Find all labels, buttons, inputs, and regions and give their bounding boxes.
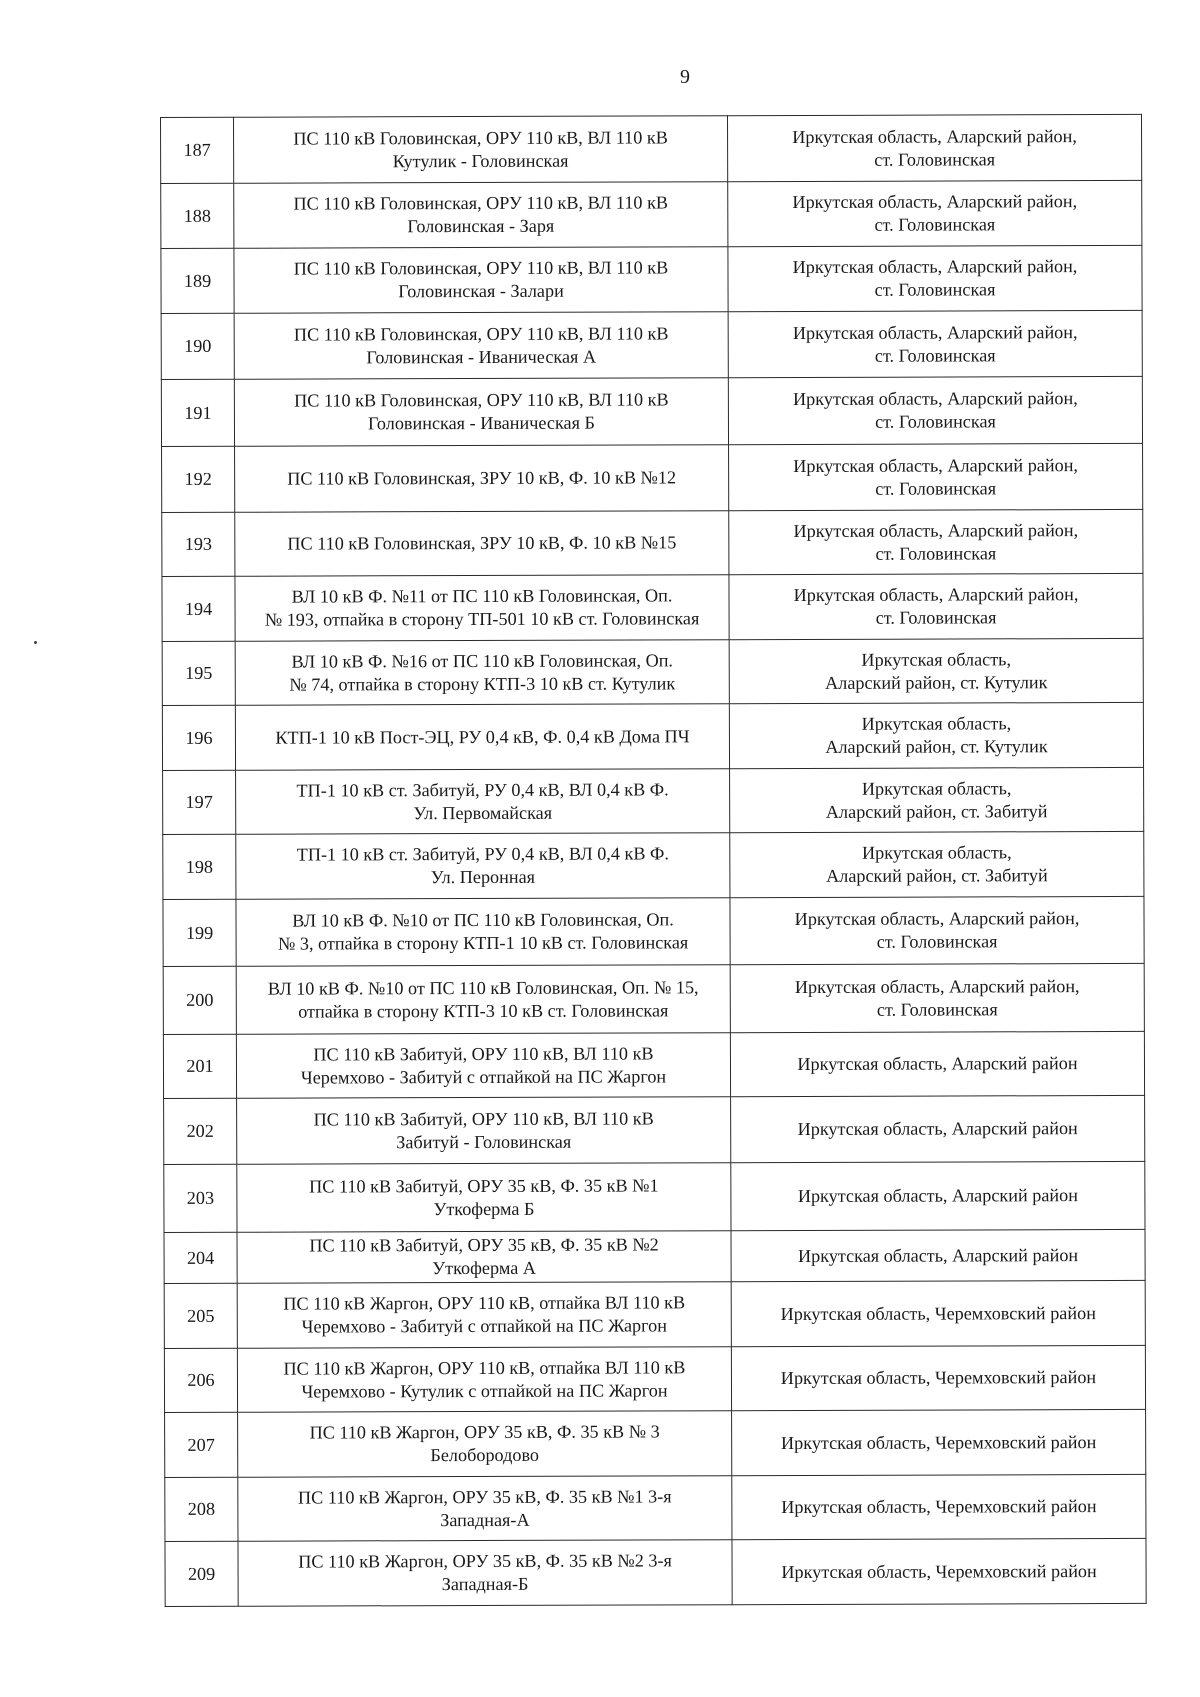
table-row (163, 767, 1144, 834)
row-number: 190 (161, 313, 234, 379)
table-row (165, 1409, 1146, 1477)
object-name: ПС 110 кВ Головинская, ОРУ 110 кВ, ВЛ 110 кВ Головинская - Заря (234, 182, 728, 249)
object-name: ПС 110 кВ Головинская, ЗРУ 10 кВ, Ф. 10 кВ №12 (235, 445, 729, 513)
object-location: Иркутская область, Аларский район (731, 1161, 1145, 1230)
row-number: 193 (162, 512, 235, 576)
object-location: Иркутская область, Аларский район, ст. Головинская (729, 573, 1143, 639)
object-location: Иркутская область, Аларский район, ст. Головинская (730, 963, 1144, 1032)
object-name: ПС 110 кВ Забитуй, ОРУ 110 кВ, ВЛ 110 кВ Забитуй - Головинская (237, 1097, 731, 1165)
table-row (161, 245, 1142, 313)
table-row (164, 1280, 1145, 1348)
object-location: Иркутская область, Аларский район, ст. Кутулик (729, 638, 1143, 703)
object-name: ПС 110 кВ Забитуй, ОРУ 35 кВ, Ф. 35 кВ №1 Уткоферма Б (237, 1163, 731, 1233)
row-number: 191 (161, 379, 234, 446)
table-row (165, 1538, 1146, 1606)
page-number: 9 (680, 66, 690, 88)
row-number: 194 (162, 576, 235, 641)
object-name: ПС 110 кВ Забитуй, ОРУ 35 кВ, Ф. 35 кВ №2 Уткоферма А (237, 1231, 731, 1284)
table-row (164, 1095, 1145, 1164)
table-row (162, 573, 1143, 641)
row-number: 200 (163, 966, 236, 1034)
row-number: 199 (163, 899, 236, 966)
object-location: Иркутская область, Аларский район, ст. Головинская (728, 310, 1142, 377)
row-number: 189 (161, 248, 234, 313)
row-number: 208 (165, 1477, 238, 1541)
table-row (163, 963, 1144, 1034)
object-name: ВЛ 10 кВ Ф. №10 от ПС 110 кВ Головинская, Оп. № 3, отпайка в сторону КТП-1 10 кВ ст. Головинская (236, 898, 730, 967)
row-number: 192 (162, 446, 235, 512)
table-row (162, 509, 1143, 576)
object-location: Иркутская область, Аларский район, ст. Головинская (728, 376, 1142, 444)
row-number: 195 (162, 641, 235, 705)
object-location: Иркутская область, Черемховский район (732, 1538, 1146, 1604)
table-row (163, 831, 1144, 899)
row-number: 206 (164, 1348, 237, 1412)
row-number: 207 (165, 1412, 238, 1477)
row-number: 204 (164, 1232, 237, 1283)
object-location: Иркутская область, Аларский район (731, 1095, 1145, 1162)
row-number: 201 (163, 1034, 236, 1098)
object-location: Иркутская область, Черемховский район (731, 1280, 1145, 1346)
object-name: ВЛ 10 кВ Ф. №16 от ПС 110 кВ Головинская, Оп. № 74, отпайка в сторону КТП-3 10 кВ ст. Кутулик (235, 640, 729, 706)
object-name: ПС 110 кВ Головинская, ОРУ 110 кВ, ВЛ 110 кВ Головинская - Иваническая Б (234, 378, 728, 447)
object-location: Иркутская область, Аларский район (730, 1031, 1144, 1096)
object-name: ТП-1 10 кВ ст. Забитуй, РУ 0,4 кВ, ВЛ 0,4 кВ Ф. Ул. Перонная (236, 833, 730, 900)
object-name: ВЛ 10 кВ Ф. №11 от ПС 110 кВ Головинская, Оп. № 193, отпайка в сторону ТП-501 10 кВ ст. Головинская (235, 575, 729, 642)
object-name: ПС 110 кВ Жаргон, ОРУ 35 кВ, Ф. 35 кВ №2 3-я Западная-Б (238, 1540, 732, 1607)
object-name: ПС 110 кВ Головинская, ОРУ 110 кВ, ВЛ 110 кВ Кутулик - Головинская (234, 116, 728, 184)
object-location: Иркутская область, Черемховский район (732, 1409, 1146, 1475)
object-location: Иркутская область, Аларский район (731, 1229, 1145, 1281)
object-location: Иркутская область, Аларский район, ст. Забитуй (730, 767, 1144, 832)
table-row (162, 443, 1143, 512)
row-number: 202 (164, 1098, 237, 1164)
object-location: Иркутская область, Аларский район, ст. Головинская (730, 896, 1144, 964)
row-number: 203 (164, 1164, 237, 1232)
object-location: Иркутская область, Аларский район, ст. Головинская (728, 245, 1142, 311)
table-row (163, 1031, 1144, 1098)
row-number: 196 (162, 705, 235, 770)
object-location: Иркутская область, Аларский район, ст. Головинская (729, 443, 1143, 510)
table-row (162, 638, 1143, 705)
object-name: ПС 110 кВ Головинская, ЗРУ 10 кВ, Ф. 10 кВ №15 (235, 511, 729, 577)
object-name: ВЛ 10 кВ Ф. №10 от ПС 110 кВ Головинская, Оп. № 15, отпайка в сторону КТП-3 10 кВ ст. Головинская (236, 965, 730, 1035)
object-location: Иркутская область, Черемховский район (731, 1345, 1145, 1410)
object-location: Иркутская область, Аларский район, ст. Кутулик (729, 702, 1143, 768)
registry-table-body (161, 114, 1147, 1606)
object-location: Иркутская область, Аларский район, ст. Головинская (728, 180, 1142, 246)
table-row (161, 114, 1142, 183)
object-location: Иркутская область, Аларский район, ст. Головинская (727, 114, 1141, 181)
table-row (164, 1161, 1145, 1232)
object-name: ПС 110 кВ Жаргон, ОРУ 110 кВ, отпайка ВЛ 110 кВ Черемхово - Кутулик с отпайкой на ПС Жаргон (237, 1347, 731, 1413)
object-name: КТП-1 10 кВ Пост-ЭЦ, РУ 0,4 кВ, Ф. 0,4 кВ Дома ПЧ (235, 704, 729, 771)
object-name: ПС 110 кВ Забитуй, ОРУ 110 кВ, ВЛ 110 кВ Черемхово - Забитуй с отпайкой на ПС Жаргон (236, 1033, 730, 1099)
table-row (164, 1345, 1145, 1412)
object-location: Иркутская область, Черемховский район (732, 1474, 1146, 1539)
table-row (165, 1474, 1146, 1541)
row-number: 198 (163, 834, 236, 899)
object-name: ПС 110 кВ Головинская, ОРУ 110 кВ, ВЛ 110 кВ Головинская - Залари (234, 247, 728, 314)
row-number: 205 (164, 1283, 237, 1348)
object-name: ПС 110 кВ Жаргон, ОРУ 110 кВ, отпайка ВЛ 110 кВ Черемхово - Забитуй с отпайкой на ПС Жаргон (237, 1282, 731, 1349)
table-row (164, 1229, 1145, 1283)
table-row (162, 702, 1143, 770)
object-name: ПС 110 кВ Жаргон, ОРУ 35 кВ, Ф. 35 кВ № 3 Белобородово (238, 1411, 732, 1478)
table-row (161, 180, 1142, 248)
table-row (161, 310, 1142, 379)
object-name: ПС 110 кВ Жаргон, ОРУ 35 кВ, Ф. 35 кВ №1 3-я Западная-А (238, 1476, 732, 1542)
table-row (161, 376, 1142, 446)
row-number: 209 (165, 1541, 238, 1606)
row-number: 197 (163, 770, 236, 834)
scan-speck (34, 641, 37, 644)
registry-table (160, 114, 1147, 1607)
row-number: 187 (161, 117, 234, 183)
table-row (163, 896, 1144, 966)
object-location: Иркутская область, Аларский район, ст. Забитуй (730, 831, 1144, 897)
object-location: Иркутская область, Аларский район, ст. Головинская (729, 509, 1143, 574)
object-name: ПС 110 кВ Головинская, ОРУ 110 кВ, ВЛ 110 кВ Головинская - Иваническая А (234, 312, 728, 380)
row-number: 188 (161, 183, 234, 248)
object-name: ТП-1 10 кВ ст. Забитуй, РУ 0,4 кВ, ВЛ 0,4 кВ Ф. Ул. Первомайская (236, 769, 730, 835)
